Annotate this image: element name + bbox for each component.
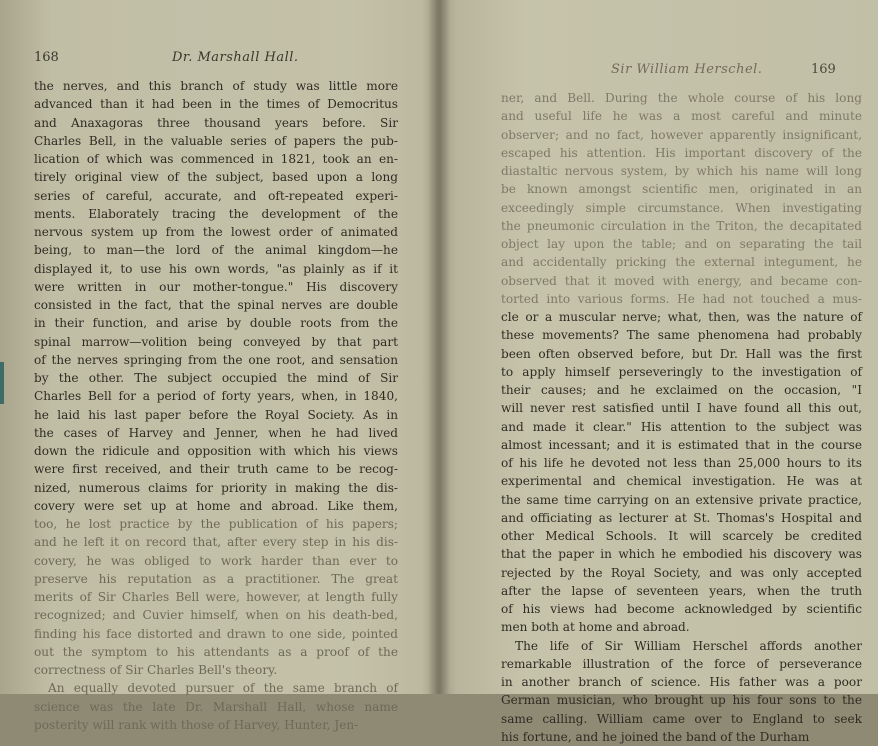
text-line: displayed it, to use his own words, "as plainly as if it bbox=[34, 261, 398, 276]
text-line: the same time carrying on an extensive private practice, bbox=[501, 492, 862, 507]
left-page-number: 168 bbox=[34, 50, 59, 65]
text-line: other Medical Schools. It will scarcely be credited bbox=[501, 529, 862, 543]
text-line: of the nerves springing from the one root, and sensation bbox=[34, 352, 398, 367]
text-line: Charles Bell for a period of forty years, when, in 1840, bbox=[34, 389, 398, 404]
text-line: the nerves, and this branch of study was little more bbox=[34, 79, 398, 93]
text-line: ner, and Bell. During the whole course of his long bbox=[501, 91, 862, 105]
text-line: science was the late Dr. Marshall Hall, whose name bbox=[34, 699, 398, 714]
right-running-head: Sir William Herschel. bbox=[611, 62, 763, 77]
text-line: after the lapse of seventeen years, when the truth bbox=[501, 583, 862, 598]
text-line: and useful life he was a most careful and minute bbox=[501, 109, 862, 124]
text-line: and made it clear." His attention to the subject was bbox=[501, 419, 862, 434]
text-line: in their function, and arise by double roots from the bbox=[34, 316, 398, 331]
text-line: correctness of Sir Charles Bell's theory. bbox=[34, 663, 278, 677]
text-line: and accidentally pricking the external integument, he bbox=[501, 255, 862, 270]
text-line: these movements? The same phenomena had probably bbox=[501, 328, 862, 343]
text-line: and he left it on record that, after every step in his dis- bbox=[34, 535, 398, 550]
text-line: in another branch of science. His father was a poor bbox=[501, 675, 862, 689]
text-line: that the paper in which he embodied his discovery was bbox=[501, 547, 862, 562]
text-line: almost incessant; and it is estimated that in the course bbox=[501, 437, 862, 452]
text-line: men both at home and abroad. bbox=[501, 620, 690, 635]
text-line: nervous system up from the lowest order of animated bbox=[34, 225, 398, 239]
text-line: cle or a muscular nerve; what, then, was the nature of bbox=[501, 310, 862, 324]
text-line: diastaltic nervous system, by which his name will long bbox=[501, 164, 862, 178]
text-line: tirely original view of the subject, based upon a long bbox=[34, 170, 398, 185]
text-line: will never rest satisfied until I have found all this out, bbox=[501, 401, 862, 416]
right-page-body bbox=[501, 89, 862, 746]
text-line: the cases of Harvey and Jenner, when he had lived bbox=[34, 425, 398, 440]
text-line: of his views had become acknowledged by scientific bbox=[501, 602, 862, 616]
text-line: series of careful, accurate, and oft-repeated experi- bbox=[34, 188, 398, 203]
text-line: merits of Sir Charles Bell were, however, at length fully bbox=[34, 590, 398, 604]
text-line: same calling. William came over to England to seek bbox=[501, 711, 862, 726]
text-line: Charles Bell, in the valuable series of papers the pub- bbox=[34, 133, 398, 148]
text-line: ments. Elaborately tracing the development of the bbox=[34, 206, 398, 221]
text-line: and Anaxagoras three thousand years before. Sir bbox=[34, 115, 398, 130]
text-line: his fortune, and he joined the band of the Durham bbox=[501, 729, 810, 744]
text-line: were written in our mother-tongue." His discovery bbox=[34, 279, 398, 294]
left-page-body bbox=[34, 77, 398, 734]
text-line: The life of Sir William Herschel affords another bbox=[515, 638, 862, 653]
text-line: escaped his attention. His important discovery of the bbox=[501, 145, 862, 160]
left-page bbox=[0, 0, 437, 732]
text-line: posterity will rank with those of Harvey, Hunter, Jen- bbox=[34, 717, 359, 732]
text-line: to apply himself perseveringly to the investigation of bbox=[501, 364, 862, 379]
text-line: down the ridicule and opposition with which his views bbox=[34, 444, 398, 458]
text-line: An equally devoted pursuer of the same branch of bbox=[48, 681, 398, 696]
right-page bbox=[441, 0, 878, 744]
text-line: too, he lost practice by the publication of his papers; bbox=[34, 517, 398, 531]
text-line: exceedingly simple circumstance. When investigating bbox=[501, 200, 862, 215]
text-line: nized, numerous claims for priority in making the dis- bbox=[34, 480, 398, 495]
text-line: remarkable illustration of the force of perseverance bbox=[501, 656, 862, 671]
text-line: finding his face distorted and drawn to one side, pointed bbox=[34, 626, 398, 641]
text-line: lication of which was commenced in 1821, took an en- bbox=[34, 152, 398, 166]
left-running-head: Dr. Marshall Hall. bbox=[172, 50, 299, 65]
text-line: be known amongst scientific men, originated in an bbox=[501, 182, 862, 197]
text-line: their causes; and he exclaimed on the occasion, "I bbox=[501, 383, 862, 397]
text-line: preserve his reputation as a practitioner. The great bbox=[34, 571, 398, 586]
text-line: observed that it moved with energy, and became con- bbox=[501, 273, 862, 288]
text-line: been often observed before, but Dr. Hall was the first bbox=[501, 346, 862, 361]
text-line: experimental and chemical investigation. He was at bbox=[501, 474, 862, 489]
text-line: the pneumonic circulation in the Triton, the decapitated bbox=[501, 218, 862, 233]
text-line: spinal marrow—volition being conveyed by that part bbox=[34, 334, 398, 349]
text-line: covery, he was obliged to work harder than ever to bbox=[34, 553, 398, 568]
text-line: and officiating as lecturer at St. Thomas's Hospital and bbox=[501, 510, 862, 525]
text-line: out the symptom to his attendants as a proof of the bbox=[34, 644, 398, 659]
text-line: being, to man—the lord of the animal kingdom—he bbox=[34, 243, 398, 258]
text-line: recognized; and Cuvier himself, when on his death-bed, bbox=[34, 608, 398, 623]
text-line: covery were set up at home and abroad. Like them, bbox=[34, 498, 398, 513]
text-line: object lay upon the table; and on separating the tail bbox=[501, 237, 862, 251]
text-line: by the other. The subject occupied the mind of Sir bbox=[34, 371, 398, 385]
text-line: observer; and no fact, however apparently insignificant, bbox=[501, 127, 862, 142]
text-line: advanced than it had been in the times of Democritus bbox=[34, 97, 398, 112]
text-line: consisted in the fact, that the spinal nerves are double bbox=[34, 298, 398, 312]
text-line: torted into various forms. He had not touched a mus- bbox=[501, 291, 862, 306]
text-line: he laid his last paper before the Royal Society. As in bbox=[34, 407, 398, 422]
text-line: of his life he devoted not less than 25,000 hours to its bbox=[501, 456, 862, 470]
text-line: German musician, who brought up his four sons to the bbox=[501, 693, 862, 708]
text-line: were first received, and their truth came to be recog- bbox=[34, 462, 398, 477]
right-page-number: 169 bbox=[811, 62, 836, 77]
text-line: rejected by the Royal Society, and was only accepted bbox=[501, 565, 862, 580]
